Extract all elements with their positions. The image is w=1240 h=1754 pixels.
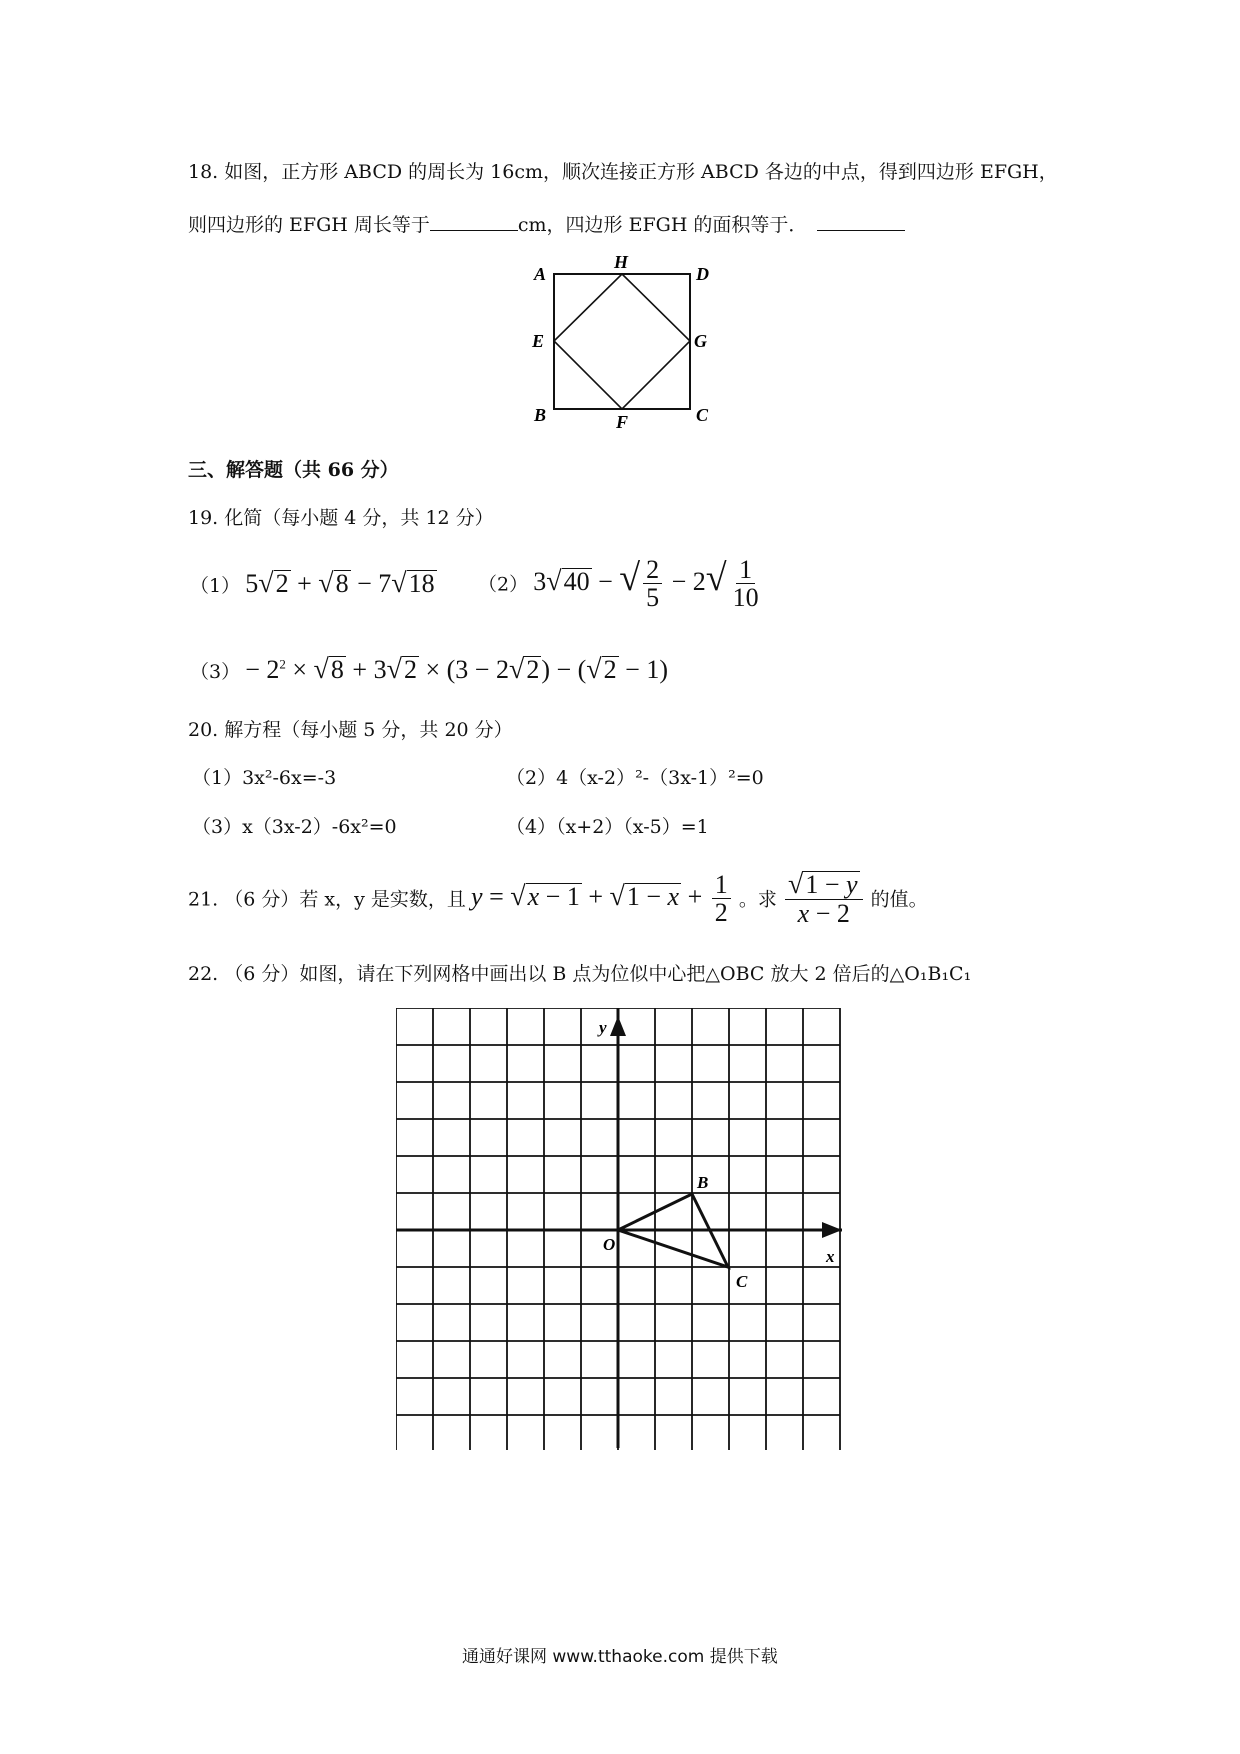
- square-abcd: [554, 274, 690, 409]
- q18-square-figure: [520, 250, 720, 430]
- label-d: D: [696, 264, 709, 284]
- x-axis-arrow-icon: [822, 1222, 842, 1238]
- q20-p4: （4）（x+2）（x-5）=1: [506, 816, 709, 838]
- footer-text: 通通好课网 www.tthaoke.com 提供下载: [462, 1647, 778, 1667]
- q19-p3-expr: − $2^2 \times √8 + 3√2 \times (3 - 2√2) - (√2 - 1)$: [245, 654, 668, 685]
- q18-blank-perimeter[interactable]: [430, 212, 518, 231]
- section3-title: 三、解答题（共 66 分）: [188, 459, 399, 481]
- label-g: G: [694, 331, 707, 351]
- label-c: C: [736, 1272, 748, 1291]
- label-b: B: [534, 405, 547, 425]
- q22-text: 22. （6 分）如图，请在下列网格中画出以 B 点为位似中心把△OBC 放大 2 倍后的△O₁B₁C₁: [188, 963, 972, 985]
- label-o: O: [603, 1235, 616, 1254]
- label-y: y: [599, 1018, 607, 1037]
- q18-blank-area[interactable]: [817, 212, 905, 231]
- label-c: C: [696, 405, 709, 425]
- y-axis-arrow-icon: [610, 1016, 626, 1036]
- q20-title: 20. 解方程（每小题 5 分，共 20 分）: [188, 719, 513, 741]
- q19-p2-expr: 3√40 − √ $\frac{2}{5}$ − 2√ $\frac{1}{10}$: [533, 555, 759, 613]
- q22-grid-figure: [396, 1008, 848, 1450]
- q20-p1: （1）3x²-6x=-3: [192, 767, 337, 789]
- q21-fraction: $\frac{√1 - y}{x - 2}$: [782, 882, 866, 911]
- q18-line2-part2: cm，四边形 EFGH 的面积等于．: [517, 214, 808, 236]
- q18-line2: [188, 212, 905, 237]
- label-b: B: [697, 1173, 709, 1192]
- label-f: F: [616, 412, 629, 430]
- q18-line1: 18. 如图，正方形 ABCD 的周长为 16cm，顺次连接正方形 ABCD 各边的中点，得到四边形 EFGH，: [188, 161, 1058, 183]
- q19-p1: [190, 568, 437, 600]
- q21-mid: 。求: [738, 888, 777, 911]
- q20-p3: （3）x（3x-2）-6x²=0: [192, 816, 397, 838]
- q21-suffix: 的值。: [870, 888, 928, 911]
- q19-p3-label: （3）: [190, 661, 241, 683]
- q19-p1-label: （1）: [190, 575, 241, 597]
- q21-equation: y = √x − 1 + √1 − x + $\frac{1}{2}$: [471, 882, 734, 911]
- q19-p3: [190, 654, 668, 686]
- q21-prefix: 21. （6 分）若 x，y 是实数，且: [188, 888, 466, 911]
- label-e: E: [532, 331, 545, 351]
- label-x: x: [826, 1247, 835, 1266]
- q18-line2-part1: 则四边形的 EFGH 周长等于: [188, 214, 430, 236]
- label-a: A: [534, 264, 547, 284]
- q20-p2: （2）4（x-2）²-（3x-1）²=0: [506, 767, 764, 789]
- q21: [188, 870, 928, 929]
- q19-p2-label: （2）: [478, 573, 529, 596]
- quad-efgh: [554, 274, 690, 409]
- q19-p1-expr: 5√2 + √8 − 7√18: [245, 568, 435, 599]
- q19-p2: [478, 556, 765, 613]
- q19-title: 19. 化简（每小题 4 分，共 12 分）: [188, 507, 494, 529]
- label-h: H: [614, 252, 629, 272]
